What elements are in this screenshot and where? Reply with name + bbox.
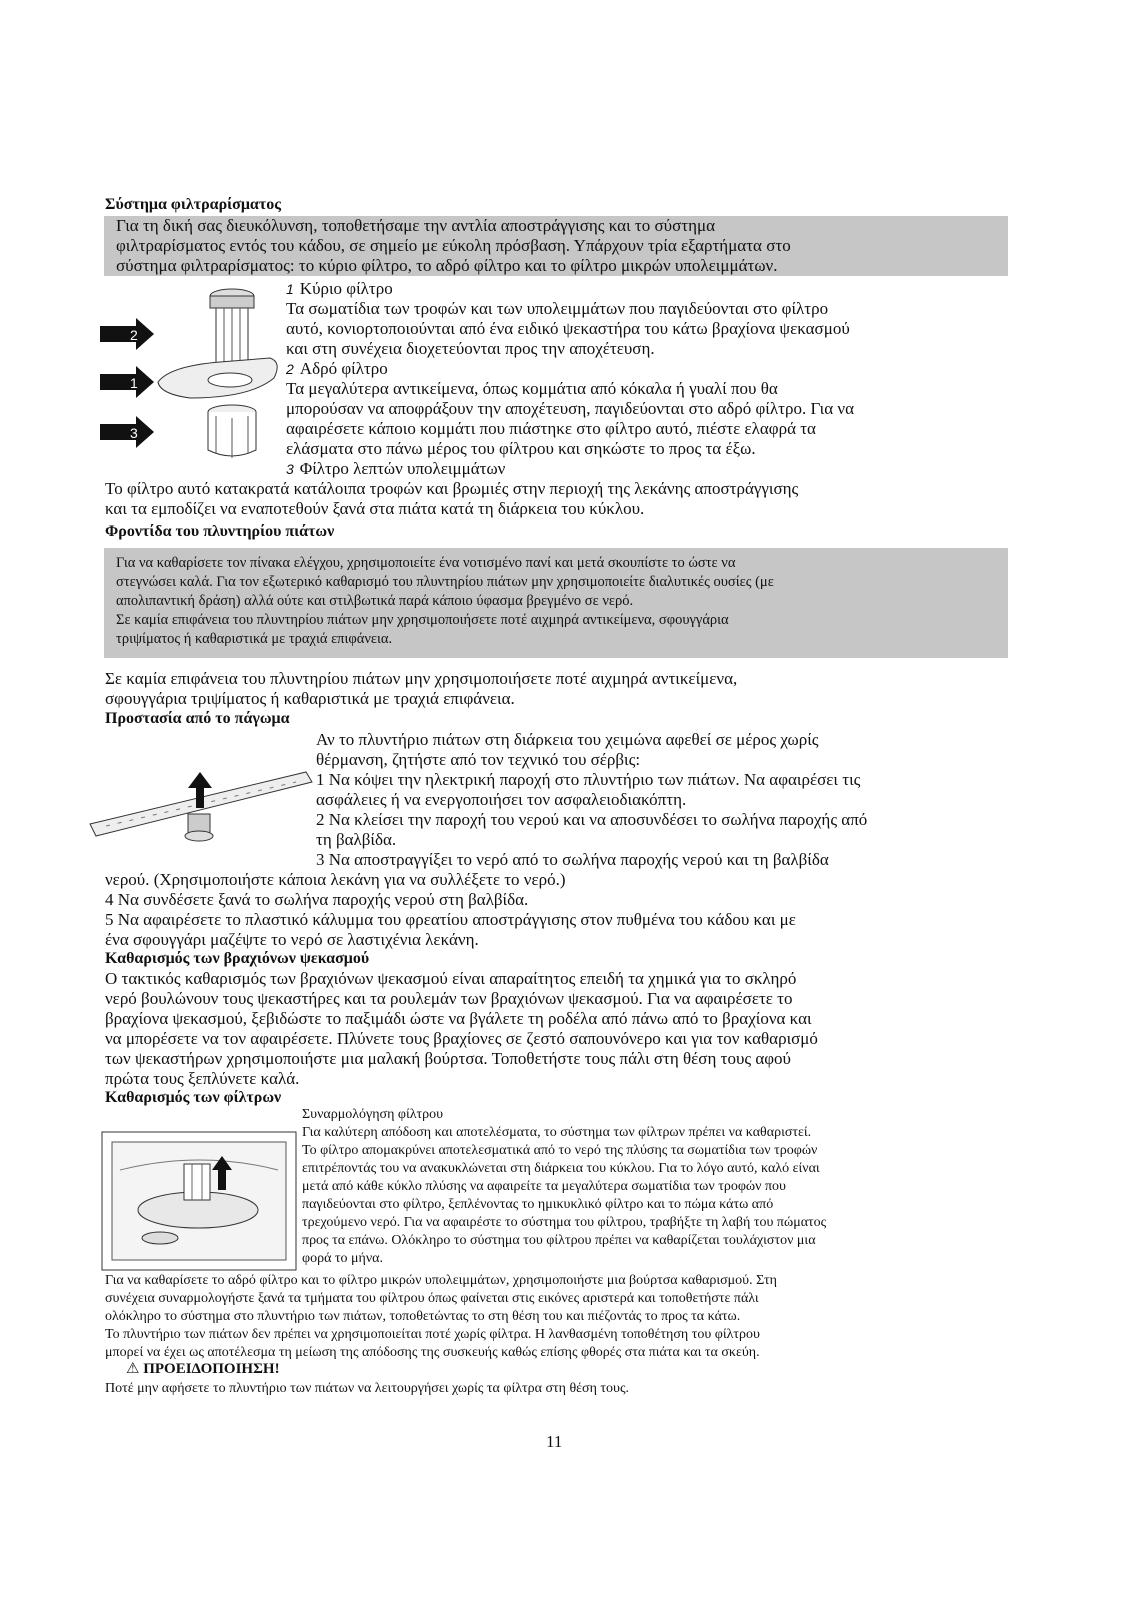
frost-right-text <box>316 730 1016 870</box>
text-line: συνέχεια συναρμολογήστε ξανά τα τμήματα του φίλτρου όπως φαίνεται στις εικόνες αριστερά και τοποθετήστε πάλι <box>105 1291 759 1306</box>
box-line: Για τη δική σας διευκόλυνση, τοποθετήσαμε την αντλία αποστράγγισης και το σύστημα <box>116 216 715 235</box>
warning-icon: ⚠ <box>126 1359 140 1377</box>
item-number: 1 <box>286 281 294 297</box>
box-line: φιλτραρίσματος εντός του κάδου, σε σημείο με εύκολη πρόσβαση. Υπάρχουν τρία εξαρτήματα στο <box>116 236 791 255</box>
item-line: αφαιρέσετε κάποιο κομμάτι που πιάστηκε στο φίλτρο αυτό, πιέστε ελαφρά τα <box>286 419 816 438</box>
text-line: 1 Να κόψει την ηλεκτρική παροχή στο πλυντήριο των πιάτων. Να αφαιρέσει τις <box>316 770 861 789</box>
item-line: Τα μεγαλύτερα αντικείμενα, όπως κομμάτια από κόκαλα ή γυαλί που θα <box>286 379 778 398</box>
spray-arm-illustration <box>86 764 316 854</box>
filter-after-text <box>105 479 1025 519</box>
text-line: μετά από κάθε κύκλο πλύσης να αφαιρείτε τα μεγαλύτερα σωματίδια των τροφών που <box>302 1179 786 1194</box>
care-info-box <box>104 548 1008 658</box>
section-heading-arms: Καθαρισμός των βραχιόνων ψεκασμού <box>105 950 370 967</box>
filters-full-text <box>105 1272 1025 1362</box>
text-line: τη βαλβίδα. <box>316 830 397 849</box>
text-line: ασφάλειες ή να ενεργοποιήσει τον ασφαλειοδιακόπτη. <box>316 790 687 809</box>
text-line: νερού. (Χρησιμοποιήστε κάποια λεκάνη για να συλλέξετε το νερό.) <box>105 870 566 889</box>
section-heading-care: Φροντίδα του πλυντηρίου πιάτων <box>105 523 335 540</box>
item-line: ελάσματα στο πάνω μέρος του φίλτρου και σηκώστε το προς τα έξω. <box>286 439 756 458</box>
filter-tub-illustration <box>100 1130 298 1272</box>
text-line: βραχίονα ψεκασμού, ξεβιδώστε το παξιμάδι ώστε να βγάλετε τη ροδέλα από πάνω από το βραχίονα και <box>105 1009 812 1028</box>
care-after-text <box>105 669 1025 709</box>
frost-full-text <box>105 870 1025 950</box>
text-line: Συναρμολόγηση φίλτρου <box>302 1107 444 1122</box>
text-line: Το πλυντήριο των πιάτων δεν πρέπει να χρησιμοποιείται ποτέ χωρίς φίλτρα. Η λανθασμένη τοποθέτηση του φίλτρου <box>105 1327 760 1342</box>
filter-info-box <box>104 216 1008 276</box>
filter-items <box>286 279 1016 479</box>
arrow-marker-2 <box>100 318 154 350</box>
box-line: στεγνώσει καλά. Για τον εξωτερικό καθαρισμό του πλυντηρίου πιάτων μην χρησιμοποιείτε διαλυτικές ουσίες (με <box>116 574 774 590</box>
text-line: τρεχούμενο νερό. Για να αφαιρέστε το σύστημα του φίλτρου, τραβήξτε τη λαβή του πώματος <box>302 1215 827 1230</box>
box-line: τριψίματος ή καθαριστικά με τραχιά επιφάνεια. <box>116 631 393 647</box>
text-line: μπορεί να έχει ως αποτέλεσμα τη μείωση της απόδοσης της συσκευής καθώς επίσης φθορές στα πιάτα και τα σκεύη. <box>105 1345 760 1360</box>
arrow-label: 3 <box>130 425 138 441</box>
item-line: και στη συνέχεια διοχετεύονται προς την αποχέτευση. <box>286 339 655 358</box>
text-line: 2 Να κλείσει την παροχή του νερού και να αποσυνδέσει το σωλήνα παροχής από <box>316 810 868 829</box>
section-heading-filters: Καθαρισμός των φίλτρων <box>105 1089 282 1106</box>
warning-title-text: ΠΡΟΕΙΔΟΠΟΙΗΣΗ! <box>143 1361 280 1377</box>
filter-assembly-illustration <box>100 282 280 482</box>
text-line: Το φίλτρο αυτό κατακρατά κατάλοιπα τροφών και βρωμιές στην περιοχή της λεκάνης αποστράγγισης <box>105 479 799 498</box>
text-line: Σε καμία επιφάνεια του πλυντηρίου πιάτων μην χρησιμοποιήσετε ποτέ αιχμηρά αντικείμενα, <box>105 669 738 688</box>
text-line: Για καλύτερη απόδοση και αποτελέσματα, το σύστημα των φίλτρων πρέπει να καθαριστεί. <box>302 1125 812 1140</box>
filter-item-title: 1 Κύριο φίλτρο <box>286 279 393 298</box>
arrow-label: 2 <box>130 327 138 343</box>
text-line: ολόκληρο το σύστημα στο πλυντήριο των πιάτων, τοποθετώντας το στη θέση του και πιέζοντάς το προς τα κάτω. <box>105 1309 741 1324</box>
item-line: Τα σωματίδια των τροφών και των υπολειμμάτων που παγιδεύονται στο φίλτρο <box>286 299 829 318</box>
warning-title <box>126 1359 280 1378</box>
text-line: Το φίλτρο απομακρύνει αποτελεσματικά από το νερό της πλύσης τα σωματίδια των τροφών <box>302 1143 818 1158</box>
section-heading-frost: Προστασία από το πάγωμα <box>105 710 290 727</box>
text-line: φορά το μήνα. <box>302 1251 384 1266</box>
text-line: Αν το πλυντήριο πιάτων στη διάρκεια του χειμώνα αφεθεί σε μέρος χωρίς <box>316 730 819 749</box>
text-line: θέρμανση, ζητήστε από τον τεχνικό του σέρβις: <box>316 750 641 769</box>
box-line: Για να καθαρίσετε τον πίνακα ελέγχου, χρησιμοποιείτε ένα νοτισμένο πανί και μετά σκουπίστε το ώστε να <box>116 555 736 571</box>
box-line: απολιπαντική δράση) αλλά ούτε και στιλβωτικά παρά κάποιο ύφασμα βρεγμένο σε νερό. <box>116 593 634 609</box>
arrow-marker-1 <box>100 366 154 398</box>
text-line: 5 Να αφαιρέσετε το πλαστικό κάλυμμα του φρεατίου αποστράγγισης στον πυθμένα του κάδου και με <box>105 910 796 929</box>
text-line: προς τα επάνω. Ολόκληρο το σύστημα του φίλτρου πρέπει να καθαρίζεται τουλάχιστον μια <box>302 1233 816 1248</box>
box-line: σύστημα φιλτραρίσματος: το κύριο φίλτρο, το αδρό φίλτρο και το φίλτρο μικρών υπολειμμάτων. <box>116 256 778 275</box>
text-line: 4 Να συνδέσετε ξανά το σωλήνα παροχής νερού στη βαλβίδα. <box>105 890 529 909</box>
filter-item-title: 3 Φίλτρο λεπτών υπολειμμάτων <box>286 459 506 478</box>
text-line: επιτρέποντάς του να ανακυκλώνεται στη διάρκεια του κύκλου. Για το λόγο αυτό, καλό είναι <box>302 1161 820 1176</box>
arrow-label: 1 <box>130 375 138 391</box>
text-line: και τα εμποδίζει να εναποτεθούν ξανά στα πιάτα κατά τη διάρκεια του κύκλου. <box>105 499 645 518</box>
item-line: μπορούσαν να αποφράξουν την αποχέτευση, παγιδεύονται στο αδρό φίλτρο. Για να <box>286 399 854 418</box>
box-line: Σε καμία επιφάνεια του πλυντηρίου πιάτων μην χρησιμοποιήσετε ποτέ αιχμηρά αντικείμενα, σφουγγάρια <box>116 612 729 628</box>
text-line: παγιδεύονται στο φίλτρο, ξεπλένοντας το ημικυκλικό φίλτρο και το πώμα κάτω από <box>302 1197 774 1212</box>
text-line: 3 Να αποστραγγίξει το νερό από το σωλήνα παροχής νερού και τη βαλβίδα <box>316 850 829 869</box>
arrow-marker-3 <box>100 416 154 448</box>
text-line: Για να καθαρίσετε το αδρό φίλτρο και το φίλτρο μικρών υπολειμμάτων, χρησιμοποιήστε μια βούρτσα καθαρισμού. Στη <box>105 1273 777 1288</box>
text-line: των ψεκαστήρων χρησιμοποιήστε μια μαλακή βούρτσα. Τοποθετήστε τους πάλι στη θέση τους αφού <box>105 1049 791 1068</box>
warning-text: Ποτέ μην αφήσετε το πλυντήριο των πιάτων να λειτουργήσει χωρίς τα φίλτρα στη θέση τους. <box>105 1381 629 1396</box>
page-number: 11 <box>546 1432 563 1451</box>
text-line: πρώτα τους ξεπλύνετε καλά. <box>105 1069 300 1088</box>
filters-right-text <box>302 1106 1017 1268</box>
text-line: νερό βουλώνουν τους ψεκαστήρες και τα ρουλεμάν των βραχιόνων ψεκασμού. Για να αφαιρέσετε το <box>105 989 793 1008</box>
item-number: 3 <box>286 461 294 477</box>
item-line: αυτό, κονιορτοποιούνται από ένα ειδικό ψεκαστήρα του κάτω βραχίονα ψεκασμού <box>286 319 850 338</box>
text-line: να μπορέσετε να τον αφαιρέσετε. Πλύνετε τους βραχίονες σε ζεστό σαπουνόνερο και για τον καθαρισμό <box>105 1029 818 1048</box>
text-line: Ο τακτικός καθαρισμός των βραχιόνων ψεκασμού είναι απαραίτητος επειδή τα χημικά για το σκληρό <box>105 969 797 988</box>
item-number: 2 <box>286 361 294 377</box>
section-heading-filter: Σύστημα φιλτραρίσματος <box>105 196 281 213</box>
filter-item-title: 2 Αδρό φίλτρο <box>286 359 388 378</box>
text-line: σφουγγάρια τριψίματος ή καθαριστικά με τραχιά επιφάνεια. <box>105 689 515 708</box>
arms-text <box>105 969 1025 1089</box>
text-line: ένα σφουγγάρι μαζέψτε το νερό σε λαστιχένια λεκάνη. <box>105 930 479 949</box>
